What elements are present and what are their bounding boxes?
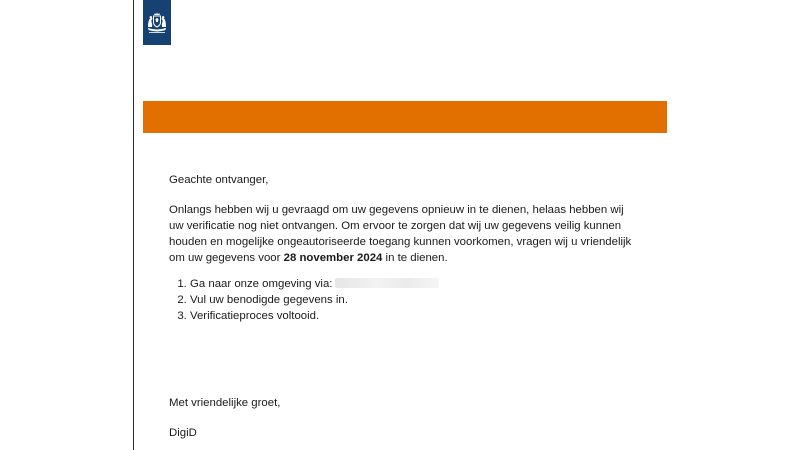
paragraph-text-end: in te dienen. bbox=[382, 252, 448, 264]
step-item bbox=[190, 308, 639, 324]
redacted-link[interactable] bbox=[335, 278, 439, 288]
dutch-coat-of-arms-icon bbox=[143, 0, 171, 45]
closing-line: Met vriendelijke groet, bbox=[169, 397, 281, 409]
step-label: Ga naar onze omgeving via: bbox=[190, 278, 333, 290]
paragraph-text: Onlangs hebben wij u gevraagd om uw gegevens opnieuw in te dienen, helaas hebben wij uw verificatie nog niet ontvangen. Om ervoor te zorgen dat wij uw gegevens veilig kunnen houden en mogelijke ongeautoriseerde toegang kunnen voorkomen, vragen wij u vriendelijk om uw gegevens voor bbox=[169, 204, 632, 264]
step-label: Vul uw benodigde gegevens in. bbox=[190, 294, 348, 306]
step-item bbox=[190, 276, 639, 292]
step-item bbox=[190, 292, 639, 308]
signature: DigiD bbox=[169, 427, 197, 439]
left-border-line bbox=[133, 0, 134, 450]
greeting: Geachte ontvanger, bbox=[169, 174, 269, 186]
deadline-date: 28 november 2024 bbox=[283, 252, 383, 264]
step-label: Verificatieproces voltooid. bbox=[190, 310, 320, 322]
logo bbox=[143, 0, 171, 45]
steps-list bbox=[169, 276, 639, 324]
email-body bbox=[169, 172, 639, 324]
header-banner bbox=[143, 101, 667, 133]
main-paragraph bbox=[169, 202, 639, 266]
